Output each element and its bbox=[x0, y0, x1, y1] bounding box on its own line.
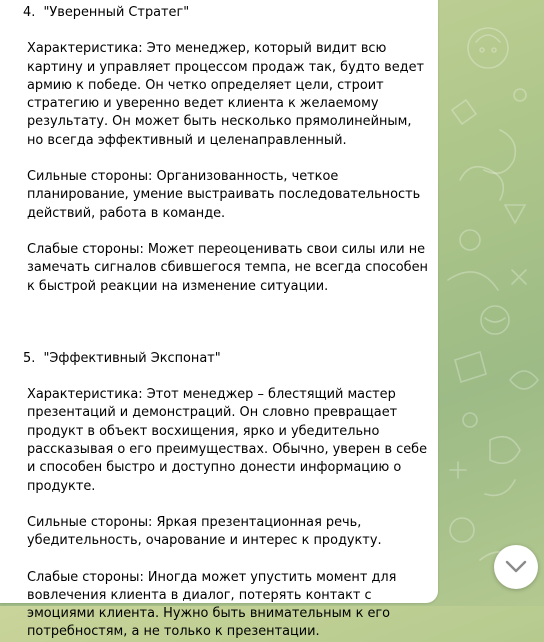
section-5-strengths: Сильные стороны: Яркая презентационная речь, убедительность, очарование и интерес к продукту. bbox=[27, 514, 382, 549]
section-4-heading: 4. "Уверенный Стратег" bbox=[23, 5, 190, 20]
section-4-strengths: Сильные стороны: Организованность, четкое планирование, умение выстраивать последовательность действий, работа в команде. bbox=[27, 169, 421, 221]
chevron-down-icon bbox=[505, 560, 527, 574]
section-4-characteristic: Характеристика: Это менеджер, который видит всю картину и управляет процессом продаж так, будто ведет армию к победе. Он четко определяет цели, строит стратегию и уверенно ведет клиента к желаемому результату. Он может быть несколько прямолинейным, но всегда эффективный и целенаправленный. bbox=[27, 41, 425, 148]
section-4-weaknesses: Слабые стороны: Может переоценивать свои силы или не замечать сигналов сбившегося темпа, не всегда способен к быстрой реакции на изменение ситуации. bbox=[27, 241, 428, 294]
section-5-weaknesses: Слабые стороны: Иногда может упустить момент для вовлечения клиента в диалог, потерять контакт с эмоциями клиента. Нужно быть внимательным к его потребностям, а не только к презентации. bbox=[27, 569, 397, 640]
section-5-characteristic: Характеристика: Этот менеджер – блестящий мастер презентаций и демонстраций. Он словно превращает продукт в объект восхищения, ярко и убедительно рассказывая о его преимуществах. Обычно, уверен в себе и способен быстро и доступно донести информацию о продукте. bbox=[27, 387, 428, 494]
section-5-heading: 5. "Эффективный Экспонат" bbox=[23, 350, 221, 366]
scroll-down-button[interactable] bbox=[494, 545, 538, 589]
